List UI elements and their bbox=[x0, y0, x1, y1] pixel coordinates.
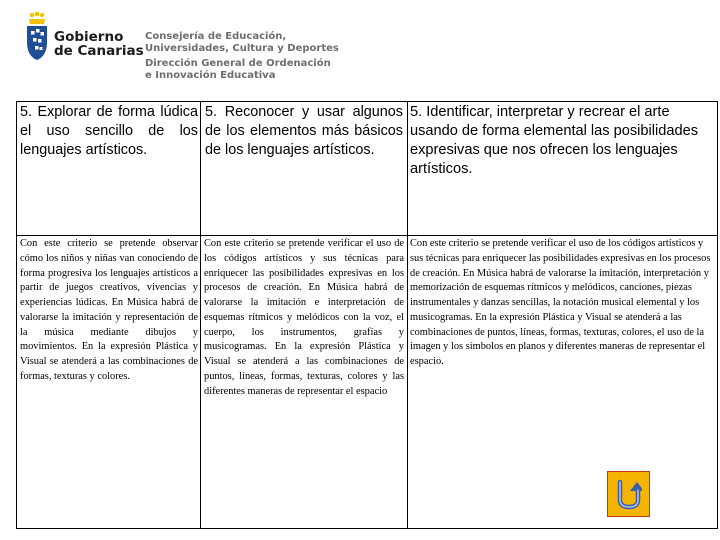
row-divider bbox=[17, 235, 717, 236]
goal-cell-3: 5. Identificar, interpretar y recrear el arte usando de forma elemental las posibilidades expresivas que nos ofrecen los lenguajes artísticos. bbox=[410, 104, 698, 177]
return-arrow-icon bbox=[616, 478, 642, 510]
logo-line-1: Gobierno bbox=[54, 29, 124, 45]
goal-cell-1: 5. Explorar de forma lúdica el uso sencillo de los lenguajes artísticos. bbox=[20, 104, 198, 158]
return-button[interactable] bbox=[607, 471, 650, 517]
column-divider bbox=[407, 102, 408, 528]
government-logo-text bbox=[54, 30, 144, 58]
department-line-3: Dirección General de Ordenación bbox=[145, 58, 331, 69]
department-line-1: Consejería de Educación, bbox=[145, 31, 287, 42]
logo-line-2: de Canarias bbox=[54, 43, 144, 59]
criterion-cell-2: Con este criterio se pretende verificar el uso de los códigos artísticos y sus técnicas para enriquecer las posibilidades expresivas en los procesos de creación. En Música habrá de valorarse la imitación e interpretación de esquemas rítmicos y melódicos con la voz, el cuerpo, los instrumentos, grafías y musicogramas. En la expresión Plástica y Visual se atenderá a las combinaciones de puntos, líneas, formas, texturas, colores y las diferentes maneras de representar el espacio bbox=[204, 238, 404, 397]
coat-of-arms-icon bbox=[24, 12, 50, 62]
criterion-cell-3: Con este criterio se pretende verificar el uso de los códigos artísticos y sus técnicas para enriquecer las posibilidades expresivas en los procesos de creación. En Música habrá de valorarse la imitación, interpretación y memorización de esquemas rítmicos y melódicos, canciones, piezas instrumentales y danzas sencillas, la notación musical elemental y los musicogramas. En la expresión Plástica y Visual se atenderá a las combinaciones de puntos, líneas, formas, texturas, colores, el uso de la imagen y los símbolos en planos y diferentes maneras de representar el espacio. bbox=[410, 238, 711, 367]
criterion-cell-1: Con este criterio se pretende observar cómo los niños y niñas van conociendo de forma progresiva los lenguajes artísticos a partir de juegos creativos, vivencias y experiencias lúdicas. En Música habrá de valorarse la imitación y representación de la música mediante dibujos y movimientos. En la expresión Plástica y Visual se atenderá a las combinaciones de formas, texturas y colores. bbox=[20, 238, 198, 382]
department-line-2: Universidades, Cultura y Deportes bbox=[145, 42, 339, 54]
goal-cell-2: 5. Reconocer y usar algunos de los elementos más básicos de los lenguajes artísticos. bbox=[205, 104, 403, 158]
objectives-table bbox=[16, 101, 718, 529]
column-divider bbox=[200, 102, 201, 528]
department-line-4: e Innovación Educativa bbox=[145, 69, 276, 81]
page-header bbox=[0, 0, 720, 100]
department-block bbox=[145, 31, 339, 81]
